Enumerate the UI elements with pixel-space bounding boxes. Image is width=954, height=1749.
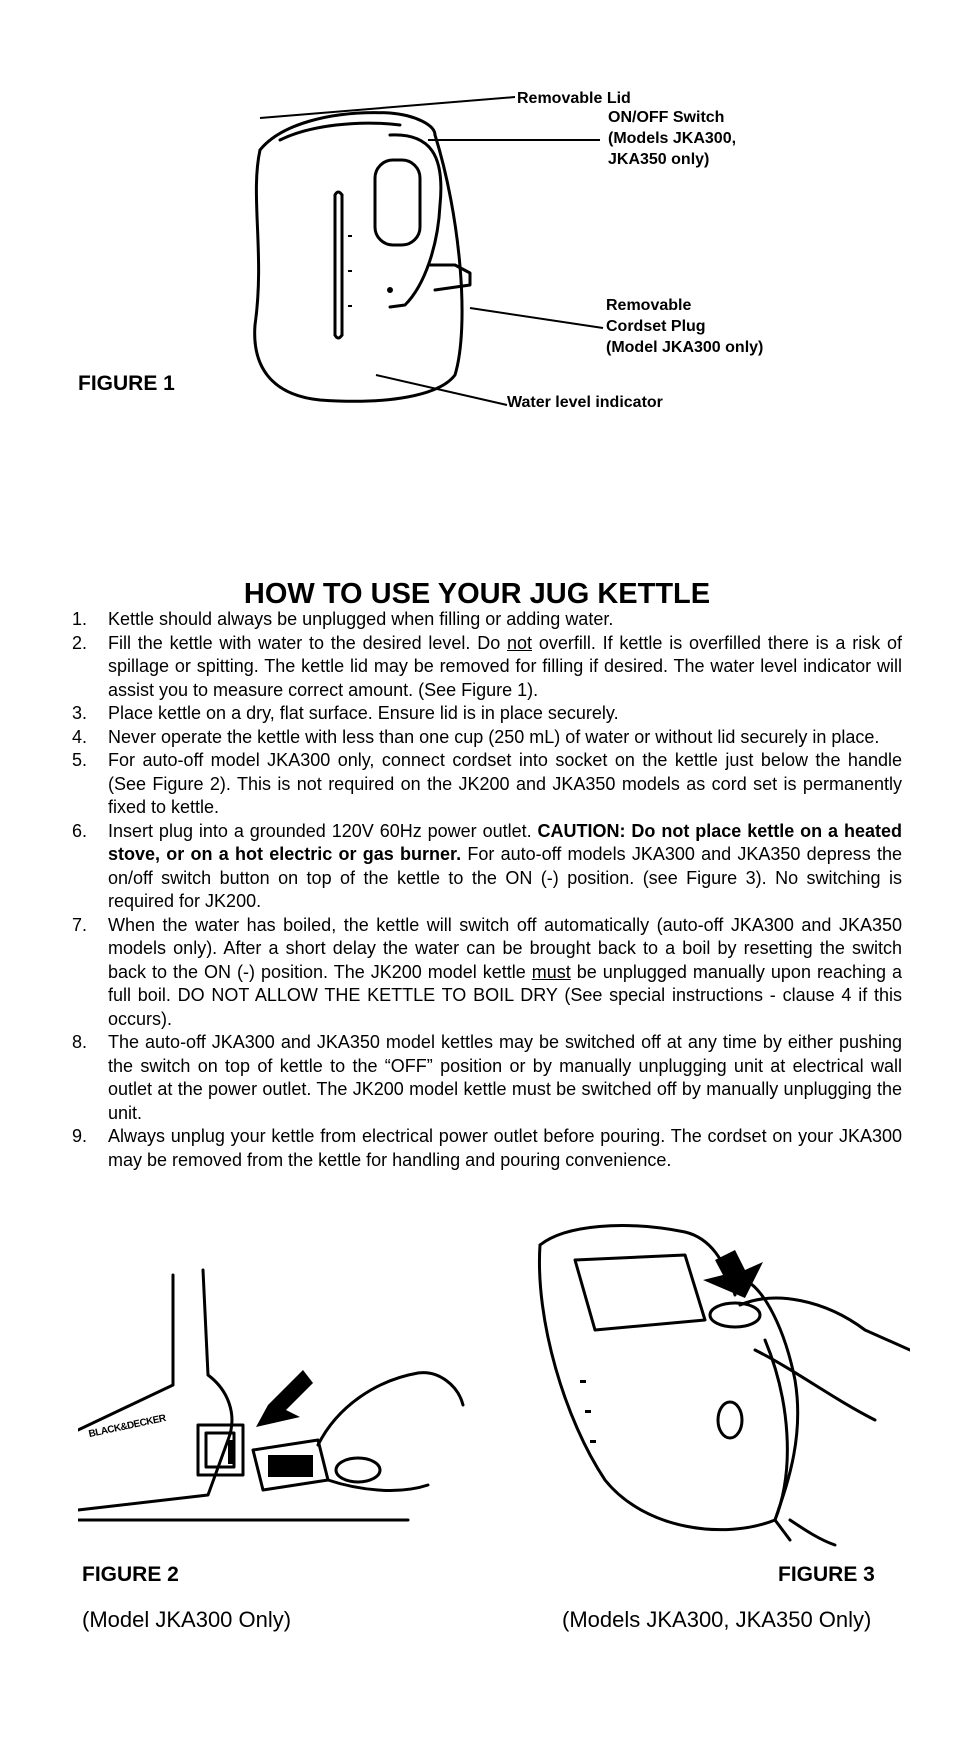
callout-removable-lid: Removable Lid [517, 90, 631, 107]
instruction-number: 5. [72, 750, 88, 770]
figure2-caption: (Model JKA300 Only) [82, 1607, 292, 1632]
figure3-caption: (Models JKA300, JKA350 Only) [562, 1607, 872, 1632]
instruction-text: When the water has boiled, the kettle will switch off automatically (auto-off JKA300 and JKA350 models only). After a short delay the water can be brought back to a boil by resetting the switch back to the ON (-) position. The JK200 model kettle [108, 914, 902, 982]
instruction-text: For auto-off model JKA300 only, connect cordset into socket on the kettle just below the handle (See Figure 2). This is not required on the JK200 and JKA350 models as cord set is permanently fixed to kettle. [108, 750, 902, 817]
instruction-item [72, 702, 902, 726]
emphasis-text: not [507, 632, 533, 653]
caution-text: CAUTION: Do not place kettle on a heated stove, or on a hot electric or gas burner. [108, 820, 902, 864]
callout-switch-line2: (Models JKA300, [608, 130, 737, 147]
instruction-text: Fill the kettle with water to the desired level. Do [108, 632, 508, 653]
figure1-label: FIGURE 1 [78, 372, 175, 395]
callout-switch-line1: ON/OFF Switch [608, 109, 725, 126]
instruction-number: 7. [72, 914, 88, 935]
instruction-text: Kettle should always be unplugged when filling or adding water. [108, 609, 614, 629]
callout-plug-line2: Cordset Plug [606, 318, 706, 335]
instruction-item [72, 632, 902, 703]
emphasis-text: must [531, 961, 571, 982]
instruction-text: overfill. If kettle is overfilled there is a risk of spillage or spitting. The kettle lid may be removed for filling if desired. The water level indicator will assist you to measure correct amount. (See Figure 1). [108, 632, 903, 700]
instruction-number: 4. [72, 726, 88, 747]
callout-on-off-switch [608, 107, 736, 170]
figure2-cordset-illustration [78, 1265, 478, 1530]
instruction-number: 3. [72, 703, 88, 723]
instruction-item [72, 820, 902, 914]
instruction-text: Place kettle on a dry, flat surface. Ensure lid is in place securely. [108, 703, 619, 723]
instruction-number: 1. [72, 609, 88, 629]
instruction-item [72, 608, 902, 632]
instruction-item [72, 726, 902, 750]
figure1-leader-lines [0, 0, 954, 430]
section-title: HOW TO USE YOUR JUG KETTLE [243, 578, 711, 610]
instruction-text: The auto-off JKA300 and JKA350 model kettles may be switched off at any time by either pushing the switch on top of kettle to the “OFF” position or by manually unplugging unit at electrical wall outlet at the power outlet. The JK200 model kettle must be switched off by manually unplugging the unit. [108, 1032, 902, 1123]
figure2-label: FIGURE 2 [82, 1563, 179, 1586]
instruction-number: 6. [72, 820, 88, 841]
instruction-item [72, 1031, 902, 1125]
instruction-number: 9. [72, 1126, 88, 1146]
callout-switch-line3: JKA350 only) [608, 151, 710, 168]
instruction-number: 8. [72, 1032, 88, 1052]
callout-water-level: Water level indicator [507, 394, 663, 411]
instruction-text: For auto-off models JKA300 and JKA350 depress the on/off switch button on top of the kettle to the ON (-) position. (see Figure 3). No switching is required for JK200. [108, 844, 902, 911]
callout-plug-line3: (Model JKA300 only) [606, 339, 764, 356]
instruction-item [72, 914, 902, 1032]
instruction-text: Never operate the kettle with less than one cup (250 mL) of water or without lid securely in place. [108, 726, 880, 747]
callout-cordset-plug [606, 295, 763, 358]
instruction-text: be unplugged manually upon reaching a full boil. DO NOT ALLOW THE KETTLE TO BOIL DRY (See special instructions - clause 4 if this occurs). [108, 961, 902, 1029]
instruction-text: Insert plug into a grounded 120V 60Hz power outlet. [108, 820, 538, 841]
callout-plug-line1: Removable [606, 297, 692, 314]
figure3-switch-illustration [535, 1220, 910, 1550]
instruction-text: Always unplug your kettle from electrical power outlet before pouring. The cordset on your JKA300 may be removed from the kettle for handling and pouring convenience. [108, 1126, 902, 1170]
instruction-number: 2. [72, 632, 88, 653]
instruction-item [72, 1125, 902, 1172]
figure3-label: FIGURE 3 [778, 1563, 875, 1586]
instruction-item [72, 749, 902, 820]
instruction-list [72, 608, 902, 1172]
brand-logo: BLACK&DECKER [87, 1412, 167, 1441]
